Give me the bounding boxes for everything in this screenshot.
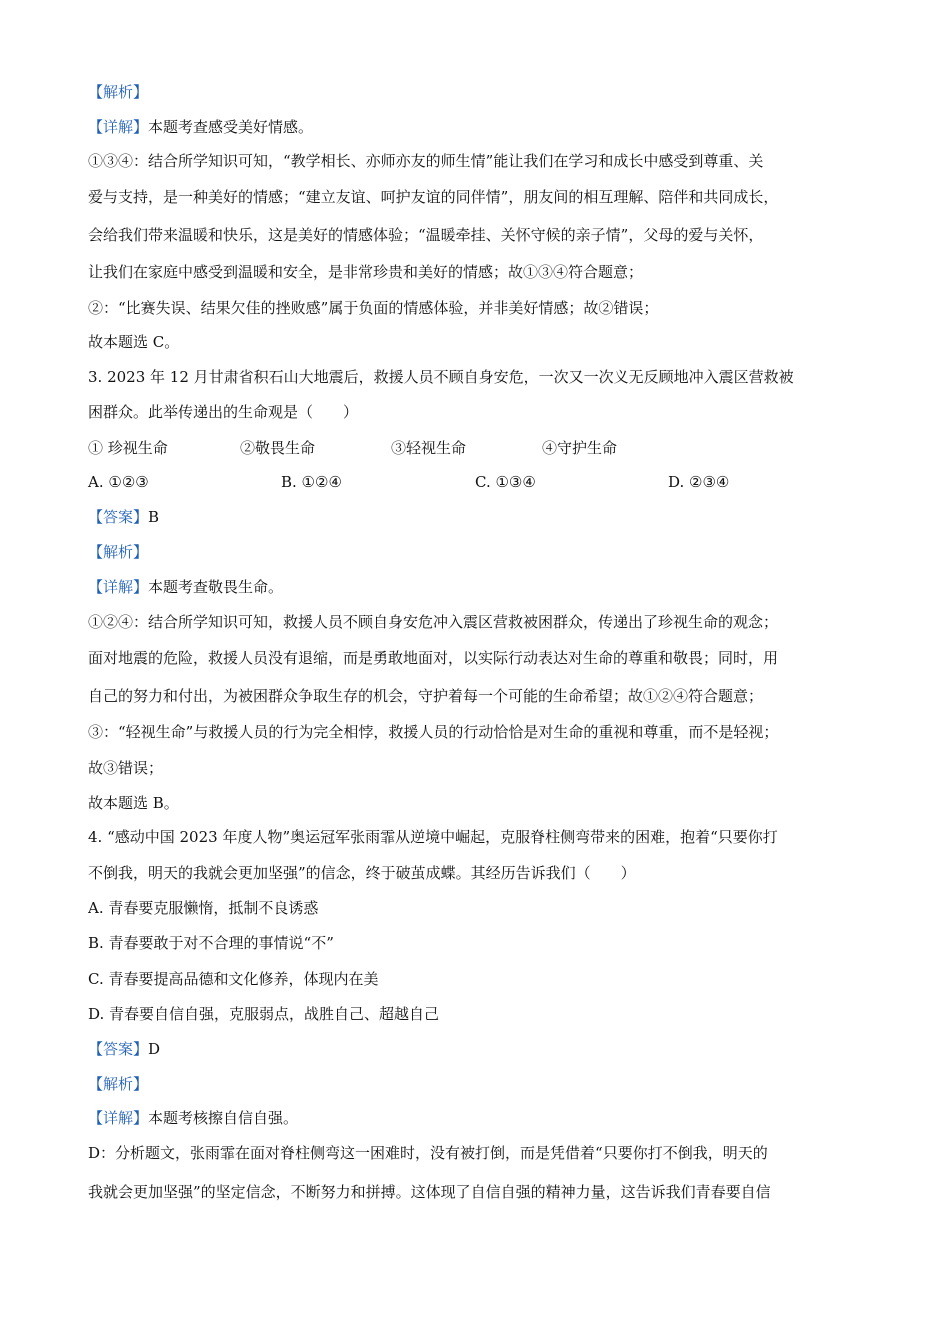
detail-paragraph <box>88 1108 868 1128</box>
conclusion-line: 故本题选 C。 <box>88 333 180 351</box>
conclusion-line: 故本题选 B。 <box>88 794 179 812</box>
choice-c: C. 青春要提高品德和文化修养，体现内在美 <box>88 970 379 988</box>
explanation-line: 会给我们带来温暖和快乐，这是美好的情感体验；“温暖牵挂、关怀守候的亲子情”，父母的爱与关怀， <box>88 226 764 244</box>
answer-tag: 【答案】 <box>88 508 149 526</box>
question-3-stem-cont: 困群众。此举传递出的生命观是（ ） <box>88 403 359 421</box>
explanation-line: D：分析题文，张雨霏在面对脊柱侧弯这一困难时，没有被打倒，而是凭借着“只要你打不倒我，明天的 <box>88 1144 768 1162</box>
explanation-line: 让我们在家庭中感受到温暖和安全，是非常珍贵和美好的情感；故①③④符合题意； <box>88 263 644 281</box>
question-4-stem-cont: 不倒我，明天的我就会更加坚强”的信念，终于破茧成蝶。其经历告诉我们（ ） <box>88 864 636 882</box>
choice-b: B. 青春要敢于对不合理的事情说“不” <box>88 934 334 952</box>
explanation-line: ③：“轻视生命”与救援人员的行为完全相悖，救援人员的行动恰恰是对生命的重视和尊重，而不是轻视； <box>88 723 779 741</box>
explanation-line: 面对地震的危险，救援人员没有退缩，而是勇敢地面对，以实际行动表达对生命的尊重和敬畏；同时，用 <box>88 649 779 667</box>
explanation-line: ①②④：结合所学知识可知，救援人员不顾自身安危冲入震区营救被困群众，传递出了珍视生命的观念； <box>88 613 779 631</box>
statement-item: ③轻视生命 <box>391 439 467 457</box>
analysis-tag: 【解析】 <box>88 1075 149 1093</box>
detail-tag: 【详解】 <box>88 118 149 136</box>
explanation-line: ①③④：结合所学知识可知，“教学相长、亦师亦友的师生情”能让我们在学习和成长中感受到尊重、关 <box>88 152 764 170</box>
detail-paragraph <box>88 117 868 137</box>
detail-intro: 本题考查感受美好情感。 <box>148 118 314 136</box>
detail-paragraph <box>88 577 868 597</box>
answer-line <box>88 1039 868 1059</box>
explanation-line: 自己的努力和付出，为被困群众争取生存的机会，守护着每一个可能的生命希望；故①②④符合题意； <box>88 687 764 705</box>
answer-tag: 【答案】 <box>88 1040 149 1058</box>
choice-a: A. 青春要克服懒惰，抵制不良诱惑 <box>88 899 319 917</box>
answer-value: D <box>148 1040 161 1058</box>
question-4-stem: 4. “感动中国 2023 年度人物”奥运冠军张雨霏从逆境中崛起，克服脊柱侧弯带来的困难，抱着“只要你打 <box>88 828 778 846</box>
explanation-line: 故③错误； <box>88 759 164 777</box>
choice-d: D. 青春要自信自强，克服弱点，战胜自己、超越自己 <box>88 1005 440 1023</box>
detail-intro: 本题考查敬畏生命。 <box>148 578 284 596</box>
statement-item: ②敬畏生命 <box>240 439 316 457</box>
answer-line <box>88 507 868 527</box>
choice-d: D. ②③④ <box>668 473 730 491</box>
detail-tag: 【详解】 <box>88 1109 149 1127</box>
choice-a: A. ①②③ <box>88 473 149 491</box>
analysis-tag: 【解析】 <box>88 83 149 101</box>
question-3-stem: 3. 2023 年 12 月甘肃省积石山大地震后，救援人员不顾自身安危，一次又一次义无反顾地冲入震区营救被 <box>88 368 794 386</box>
explanation-line: 爱与支持，是一种美好的情感；“建立友谊、呵护友谊的同伴情”，朋友间的相互理解、陪伴和共同成长， <box>88 188 779 206</box>
answer-value: B <box>148 508 160 526</box>
choice-b: B. ①②④ <box>281 473 342 491</box>
detail-tag: 【详解】 <box>88 578 149 596</box>
analysis-tag: 【解析】 <box>88 543 149 561</box>
explanation-line: 我就会更加坚强”的坚定信念，不断努力和拼搏。这体现了自信自强的精神力量，这告诉我们青春要自信 <box>88 1183 771 1201</box>
statement-item: ④守护生命 <box>542 439 618 457</box>
choice-c: C. ①③④ <box>475 473 536 491</box>
detail-intro: 本题考核擦自信自强。 <box>148 1109 299 1127</box>
statement-item: ① 珍视生命 <box>88 439 168 457</box>
explanation-line: ②：“比赛失误、结果欠佳的挫败感”属于负面的情感体验，并非美好情感；故②错误； <box>88 299 659 317</box>
